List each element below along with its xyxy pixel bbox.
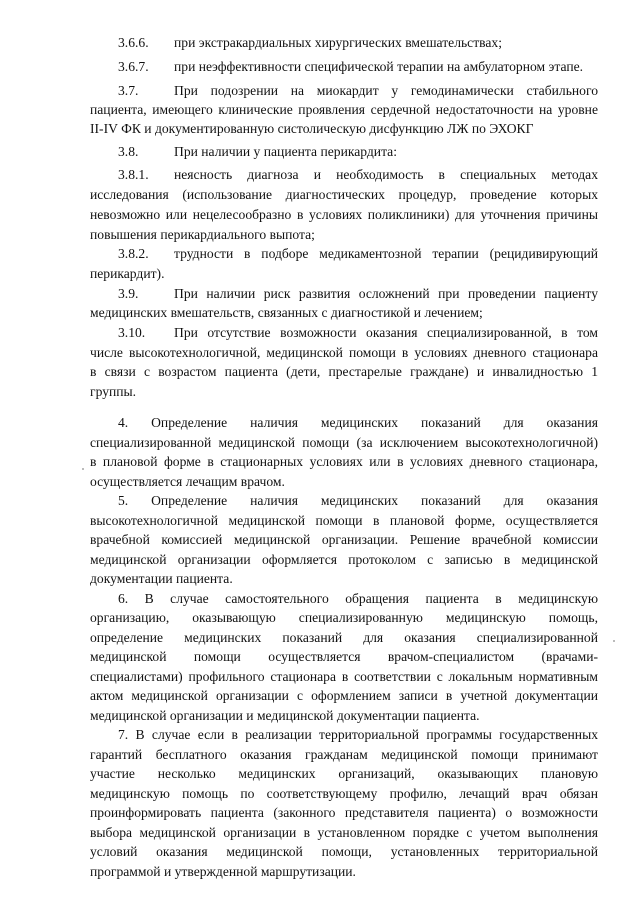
text-line: повышения перикардиального выпота;	[90, 227, 315, 242]
item-number: 3.10.	[118, 325, 146, 340]
text-line: медицинской организации и медицинской документации пациента.	[90, 708, 480, 723]
text-line: медицинской помощи осуществляется врачом-специалистом (врачами-	[90, 649, 598, 664]
text-line: числе высокотехнологичной, медицинской помощи в условиях дневного стационара	[90, 345, 598, 360]
text-line: актом медицинской организации с оформлением записи в учетной документации	[90, 688, 598, 703]
item-text: При отсутствие возможности оказания специализированной, в том	[174, 325, 598, 340]
text-line: высокотехнологичной медицинской помощи в плановой форме, осуществляется	[90, 513, 598, 528]
text-line: выбора медицинской организации в установленном порядке с учетом выполнения	[90, 825, 598, 840]
item-number: 3.8.2.	[118, 246, 149, 261]
item-number: 3.9.	[118, 286, 139, 301]
text-line: медицинскую помощь по соответствующему профилю, лечащий врач обязан	[90, 786, 598, 801]
item-text: При наличии риск развития осложнений при проведении пациенту	[174, 286, 598, 301]
text-line: организацию, оказывающую специализированную медицинскую помощь,	[90, 610, 598, 625]
text-line: условий оказания медицинской помощи, установленных территориальной	[90, 844, 598, 859]
text-line: проинформировать пациента (законного представителя пациента) о возможности	[90, 805, 598, 820]
item-number: 3.7.	[118, 83, 139, 98]
paragraph-4-first-line: 4. Определение наличия медицинских показаний для оказания	[118, 415, 598, 430]
paragraph-5-first-line: 5. Определение наличия медицинских показаний для оказания	[118, 493, 598, 508]
text-line: осуществляется лечащим врачом.	[90, 474, 285, 489]
item-text: При наличии у пациента перикардита:	[174, 144, 397, 159]
text-line: участие несколько медицинских организаций, оказывающих плановую	[90, 766, 598, 781]
item-text: при неэффективности специфической терапии на амбулаторном этапе.	[174, 59, 584, 74]
item-number: 3.6.6.	[118, 35, 149, 50]
text-line: группы.	[90, 384, 137, 399]
text-line: определение медицинских показаний для оказания специализированной	[90, 630, 598, 645]
item-text: При подозрении на миокардит у гемодинамически стабильного	[174, 83, 598, 98]
text-line: пациента, имеющего клинические проявления сердечной недостаточности на уровне	[90, 102, 598, 117]
paragraph-7-first-line: 7. В случае если в реализации территориальной программы государственных	[118, 727, 598, 742]
item-text: при экстракардиальных хирургических вмешательствах;	[174, 35, 502, 50]
text-line: исследования (использование диагностических процедур, проведение которых	[90, 187, 598, 202]
item-number: 3.8.1.	[118, 167, 149, 182]
paragraph-6-first-line: 6. В случае самостоятельного обращения пациента в медицинскую	[118, 591, 598, 606]
text-line: медицинской организации оформляется протоколом с записью в медицинской	[90, 552, 598, 567]
text-line: программой и утвержденной маршрутизации.	[90, 864, 356, 879]
scan-speck	[82, 468, 84, 470]
text-line: гарантий бесплатного оказания гражданам медицинской помощи принимают	[90, 747, 598, 762]
text-line: медицинских вмешательств, связанных с диагностикой и лечением;	[90, 305, 483, 320]
text-line: в связи с возрастом пациента (дети, престарелые граждане) и инвалидностью 1	[90, 364, 598, 379]
text-line: перикардит).	[90, 266, 165, 281]
text-line: в плановой форме в стационарных условиях или в условиях дневного стационара,	[90, 454, 598, 469]
text-line: документации пациента.	[90, 571, 233, 586]
text-line: II-IV ФК и документированную систолическую дисфункцию ЛЖ по ЭХОКГ	[90, 121, 534, 136]
item-number: 3.6.7.	[118, 59, 149, 74]
item-text: неясность диагноза и необходимость в специальных методах	[174, 167, 598, 182]
scan-speck	[613, 640, 615, 642]
text-line: врачебной комиссией медицинской организации. Решение врачебной комиссии	[90, 532, 598, 547]
text-line: специализированной медицинской помощи (за исключением высокотехнологичной)	[90, 435, 598, 450]
item-number: 3.8.	[118, 144, 139, 159]
text-line: специалистами) профильного стационара в соответствии с локальным нормативным	[90, 669, 598, 684]
text-line: невозможно или нецелесообразно в условиях поликлиники) для уточнения причины	[90, 207, 598, 222]
item-text: трудности в подборе медикаментозной терапии (рецидивирующий	[174, 246, 598, 261]
